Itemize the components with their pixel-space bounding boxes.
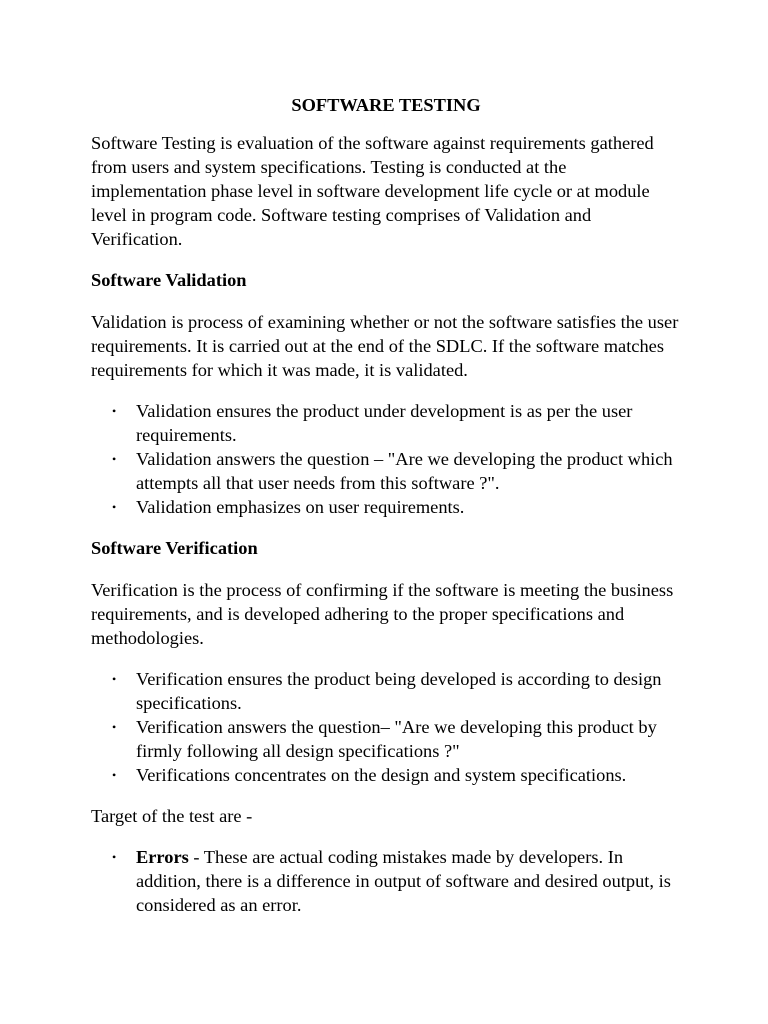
bullet-icon: • xyxy=(112,452,117,466)
target-description: - These are actual coding mistakes made by developers. In addition, there is a difference in output of software and desired output, is considered as an error. xyxy=(136,847,671,915)
list-item xyxy=(91,399,681,447)
list-item-text: Validation emphasizes on user requirements. xyxy=(136,497,465,517)
list-item xyxy=(91,667,681,715)
list-item xyxy=(91,495,681,519)
target-term: Errors xyxy=(136,847,189,867)
validation-heading: Software Validation xyxy=(91,270,247,290)
list-item xyxy=(91,845,681,917)
bullet-icon: • xyxy=(112,672,117,686)
list-item xyxy=(91,715,681,763)
validation-paragraph: Validation is process of examining whether or not the software satisfies the user requirements. It is carried out at the end of the SDLC. If the software matches requirements for which it was made, it is validated. xyxy=(91,312,679,380)
intro-paragraph: Software Testing is evaluation of the software against requirements gathered from users and system specifications. Testing is conducted at the implementation phase level in software development life cycle or at module level in program code. Software testing comprises of Validation and Verification. xyxy=(91,133,654,249)
verification-heading: Software Verification xyxy=(91,538,258,558)
validation-list xyxy=(91,399,681,519)
bullet-icon: • xyxy=(112,768,117,782)
list-item-text: Verification answers the question– "Are we developing this product by firmly following all design specifications ?" xyxy=(136,717,657,761)
list-item-text: Verification ensures the product being developed is according to design specifications. xyxy=(136,669,662,713)
list-item xyxy=(91,447,681,495)
document-title: SOFTWARE TESTING xyxy=(291,95,481,115)
verification-paragraph: Verification is the process of confirming if the software is meeting the business requirements, and is developed adhering to the proper specifications and methodologies. xyxy=(91,580,674,648)
list-item xyxy=(91,763,681,787)
bullet-icon: • xyxy=(112,500,117,514)
targets-intro: Target of the test are - xyxy=(91,806,253,826)
list-item-text: Validation answers the question – "Are we developing the product which attempts all that user needs from this software ?". xyxy=(136,449,673,493)
document-page xyxy=(91,93,681,934)
verification-list xyxy=(91,667,681,787)
targets-list xyxy=(91,845,681,917)
list-item-text: Verifications concentrates on the design and system specifications. xyxy=(136,765,627,785)
bullet-icon: • xyxy=(112,720,117,734)
bullet-icon: • xyxy=(112,850,117,864)
list-item-text: Validation ensures the product under development is as per the user requirements. xyxy=(136,401,633,445)
bullet-icon: • xyxy=(112,404,117,418)
